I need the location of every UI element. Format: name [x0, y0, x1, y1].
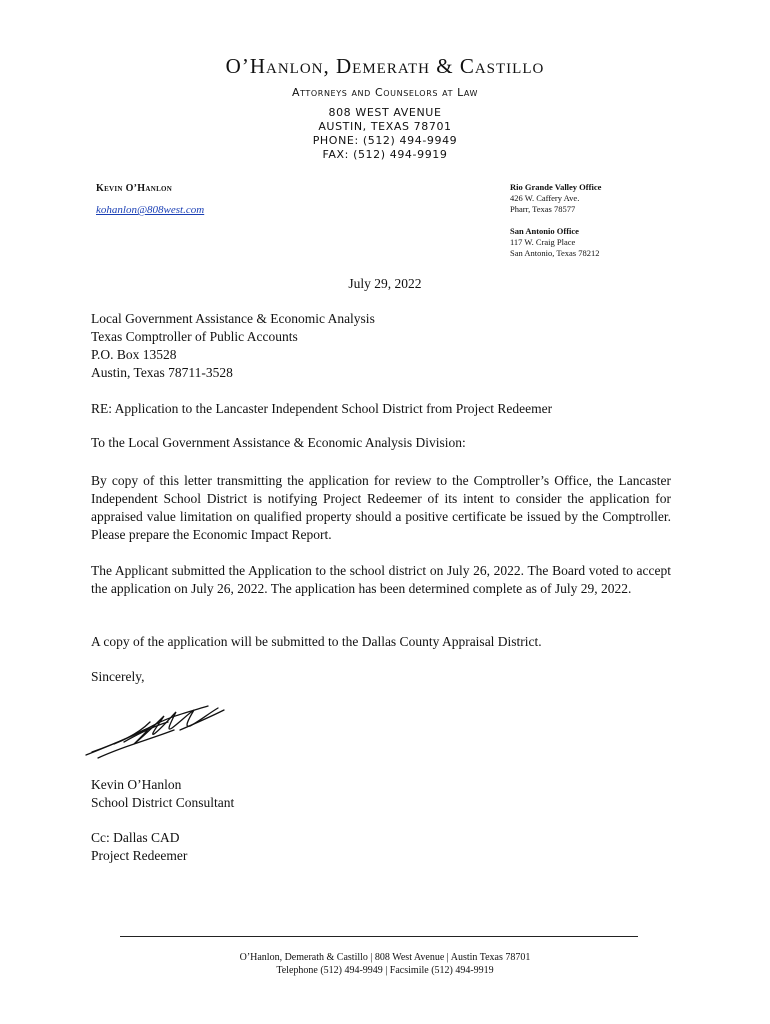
firm-phone: PHONE: (512) 494-9949 — [312, 134, 458, 147]
firm-name: O’Hanlon, Demerath & Castillo — [225, 54, 545, 78]
footer-address: O’Hanlon, Demerath & Castillo | 808 West Avenue | Austin Texas 78701 — [239, 952, 531, 963]
footer-divider — [120, 936, 638, 937]
office-title: Rio Grande Valley Office — [510, 182, 602, 192]
cc-line: Cc: Dallas CAD — [91, 830, 180, 845]
office-title: San Antonio Office — [510, 226, 579, 236]
body-paragraph-2: The Applicant submitted the Application to the school district on July 26, 2022. The Board voted to accept the application on July 26, 2022. The application has been determined complete as of July 29, 2022. — [91, 563, 671, 596]
firm-address-line: 808 WEST AVENUE — [328, 106, 442, 119]
office-address-line: 426 W. Caffery Ave. — [510, 193, 580, 203]
signer-name: Kevin O’Hanlon — [91, 777, 182, 792]
recipient-line: Texas Comptroller of Public Accounts — [91, 329, 298, 344]
firm-subtitle-text: Attorneys and Counselors at Law — [291, 86, 479, 99]
office-address-line: San Antonio, Texas 78212 — [510, 248, 600, 258]
recipient-address — [91, 310, 671, 382]
body-paragraph-3: A copy of the application will be submitted to the Dallas County Appraisal District. — [91, 634, 542, 649]
recipient-line: Austin, Texas 78711-3528 — [91, 365, 233, 380]
firm-subtitle — [0, 86, 770, 99]
cc-line: Project Redeemer — [91, 848, 188, 863]
closing: Sincerely, — [91, 669, 145, 684]
recipient-line: P.O. Box 13528 — [91, 347, 177, 362]
footer-phone: Telephone (512) 494-9949 | Facsimile (512) 494-9919 — [276, 965, 494, 976]
cc-block — [91, 829, 671, 865]
firm-fax: FAX: (512) 494-9919 — [322, 148, 448, 161]
office-address-line: Pharr, Texas 78577 — [510, 204, 576, 214]
re-line: RE: Application to the Lancaster Independent School District from Project Redeemer — [91, 401, 553, 416]
salutation: To the Local Government Assistance & Economic Analysis Division: — [91, 435, 466, 450]
signature-image — [84, 700, 229, 762]
office-block-san-antonio — [510, 226, 599, 259]
body-paragraph-1: By copy of this letter transmitting the application for review to the Comptroller’s Office, the Lancaster Independent School District is notifying Project Redeemer of its intent to consider the application for appraised value limitation on qualified property should a positive certificate be issued by the Comptroller. Please prepare the Economic Impact Report. — [91, 473, 671, 542]
attorney-email-link[interactable]: kohanlon@808west.com — [96, 204, 205, 216]
recipient-line: Local Government Assistance & Economic Analysis — [91, 311, 375, 326]
office-block-rgv — [510, 182, 601, 215]
letter-date: July 29, 2022 — [348, 276, 422, 291]
signer-title: School District Consultant — [91, 795, 235, 810]
signer-block — [91, 776, 671, 812]
office-address-line: 117 W. Craig Place — [510, 237, 576, 247]
attorney-name: Kevin O’Hanlon — [96, 183, 173, 194]
firm-address-line: AUSTIN, TEXAS 78701 — [318, 120, 452, 133]
